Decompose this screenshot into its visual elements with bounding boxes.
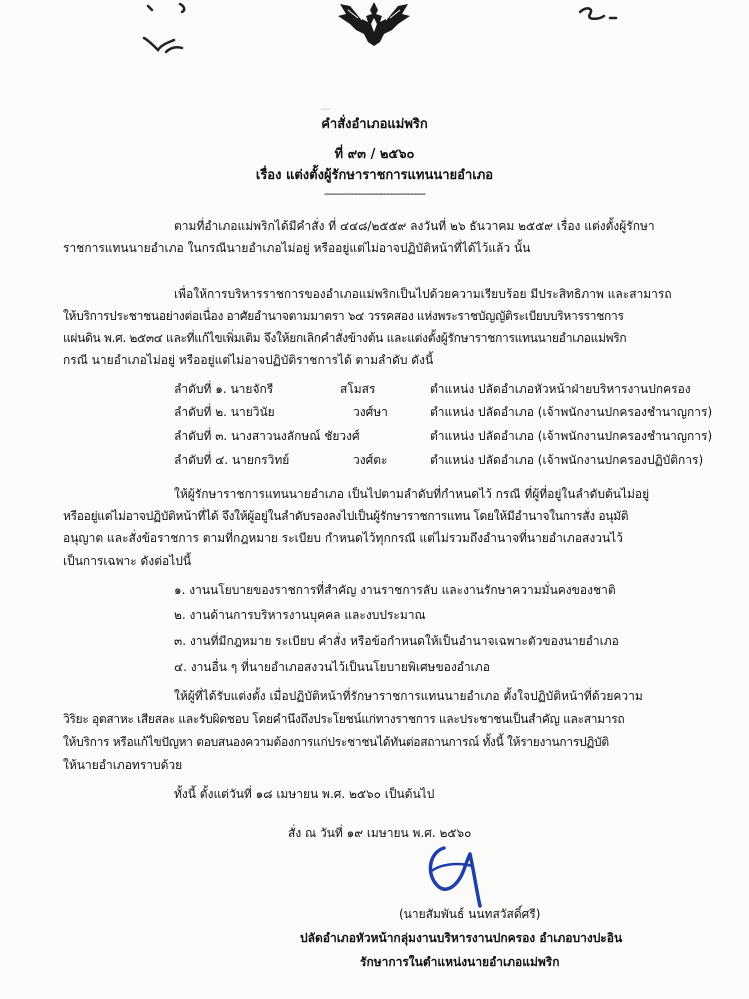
para1-line2: ราชการแทนนายอำเภอ ในกรณีนายอำเภอไม่อยู่ หรืออยู่แต่ไม่อาจปฏิบัติหน้าที่ได้ไว้แล้ว นั้น (63, 241, 531, 255)
reserved-item: ๒. งานด้านการบริหารงานบุคคล และงบประมาณ (174, 608, 426, 622)
reserved-item: ๓. งานที่มีกฎหมาย ระเบียบ คำสั่ง หรือข้อกำหนดให้เป็นอำนาจเฉพาะตัวของนายอำเภอ (174, 634, 619, 648)
official-position: ตำแหน่ง ปลัดอำเภอ (เจ้าพนักงานปกครองชำนาญการ) (430, 405, 713, 419)
official-surname: วงศ์ตะ (353, 453, 388, 467)
official-position: ตำแหน่ง ปลัดอำเภอ (เจ้าพนักงานปกครองปฏิบัติการ) (430, 453, 704, 467)
para2-line4: กรณี นายอำเภอไม่อยู่ หรืออยู่แต่ไม่อาจปฏิบัติราชการได้ ตามลำดับ ดังนี้ (63, 353, 434, 367)
order-heading: คำสั่งอำเภอแม่พริก (321, 117, 428, 132)
order-number: ที่ ๙๓ / ๒๕๖๐ (334, 147, 415, 162)
order-subject: เรื่อง แต่งตั้งผู้รักษาราชการแทนนายอำเภอ (255, 168, 494, 183)
signer-title-line2: รักษาการในตำแหน่งนายอำเภอแม่พริก (360, 955, 560, 969)
official-position: ตำแหน่ง ปลัดอำเภอหัวหน้าฝ่ายบริหารงานปกครอง (430, 382, 691, 396)
official-order: ลำดับที่ ๒. นายวินัย (174, 405, 275, 419)
para3-line2: หรืออยู่แต่ไม่อาจปฏิบัติหน้าที่ได้ จึงให้ผู้อยู่ในลำดับรองลงไปเป็นผู้รักษาราชการแทน โดยให้มีอำนาจในการสั่ง อนุมัติ (63, 509, 629, 523)
official-surname: วงศ์ษา (353, 405, 388, 419)
bleed-through: — (320, 102, 331, 115)
garuda-emblem (336, 0, 412, 46)
para4-line2: วิริยะ อุตสาหะ เสียสละ และรับผิดชอบ โดยคำนึงถึงประโยชน์แก่ทางราชการ และประชาชนเป็นสำคัญ และสามารถ (63, 712, 625, 726)
para3-line1: ให้ผู้รักษาราชการแทนนายอำเภอ เป็นไปตามลำดับที่กำหนดไว้ กรณี ที่ผู้ที่อยู่ในลำดับต้นไม่อยู่ (174, 487, 650, 501)
para3-line3: อนุญาต และสั่งข้อราชการ ตามที่กฎหมาย ระเบียบ กำหนดไว้ทุกกรณี แต่ไม่รวมถึงอำนาจที่นายอำเภอสงวนไว้ (63, 531, 623, 545)
signer-title-line1: ปลัดอำเภอหัวหน้ากลุ่มงานบริหารงานปกครอง อำเภอบางปะอิน (300, 931, 623, 945)
para2-line1: เพื่อให้การบริหารราชการของอำเภอแม่พริกเป็นไปด้วยความเรียบร้อย มีประสิทธิภาพ และสามารถ (174, 287, 672, 301)
para4-line3: ให้บริการ หรือแก้ไขปัญหา ตอบสนองความต้องการแก่ประชาชนได้ทันต่อสถานการณ์ ทั้งนี้ ให้รายงานการปฏิบัติ (63, 735, 609, 749)
official-surname: สโมสร (340, 382, 376, 396)
official-position: ตำแหน่ง ปลัดอำเภอ (เจ้าพนักงานปกครองชำนาญการ) (430, 429, 713, 443)
order-date: สั่ง ณ วันที่ ๑๙ เมษายน พ.ศ. ๒๕๖๐ (288, 826, 472, 840)
para1-line1: ตามที่อำเภอแม่พริกได้มีคำสั่ง ที่ ๔๔๘/๒๕๕๙ ลงวันที่ ๒๖ ธันวาคม ๒๕๕๙ เรื่อง แต่งตั้งผู้รักษา (174, 219, 655, 233)
para2-line3: แผ่นดิน พ.ศ. ๒๕๓๔ และที่แก้ไขเพิ่มเติม จึงให้ยกเลิกคำสั่งข้างต้น และแต่งตั้งผู้รักษาราชการแทนนายอำเภอแม่พริก (63, 331, 627, 345)
reserved-item: ๔. งานอื่น ๆ ที่นายอำเภอสงวนไว้เป็นนโยบายพิเศษของอำเภอ (174, 660, 490, 674)
signature (410, 832, 510, 912)
signer-name: (นายสัมพันธ์ นนทสวัสดิ์ศรี) (399, 907, 541, 921)
para4-line4: ให้นายอำเภอทราบด้วย (63, 758, 183, 772)
effective-date: ทั้งนี้ ตั้งแต่วันที่ ๑๘ เมษายน พ.ศ. ๒๕๖๐ เป็นต้นไป (174, 787, 435, 801)
divider: ---------------------------------- (324, 187, 425, 200)
official-order: ลำดับที่ ๓. นางสาวนงลักษณ์ ชัยวงศ์ (174, 429, 360, 443)
official-order: ลำดับที่ ๔. นายกรวิทย์ (174, 453, 290, 467)
para3-line4: เป็นการเฉพาะ ดังต่อไปนี้ (63, 554, 192, 568)
para4-line1: ให้ผู้ที่ได้รับแต่งตั้ง เมื่อปฏิบัติหน้าที่รักษาราชการแทนนายอำเภอ ตั้งใจปฏิบัติหน้าที่ด้วยความ (174, 689, 643, 703)
official-order: ลำดับที่ ๑. นายจักรี (174, 382, 274, 396)
handwritten-mark-right (570, 0, 630, 30)
para2-line2: ให้บริการประชาชนอย่างต่อเนื่อง อาศัยอำนาจตามมาตรา ๖๔ วรรคสอง แห่งพระราชบัญญัติระเบียบบริหารราชการ (63, 309, 624, 323)
handwritten-mark-left (140, 0, 200, 60)
reserved-item: ๑. งานนโยบายของราชการที่สำคัญ งานราชการลับ และงานรักษาความมั่นคงของชาติ (174, 583, 616, 597)
